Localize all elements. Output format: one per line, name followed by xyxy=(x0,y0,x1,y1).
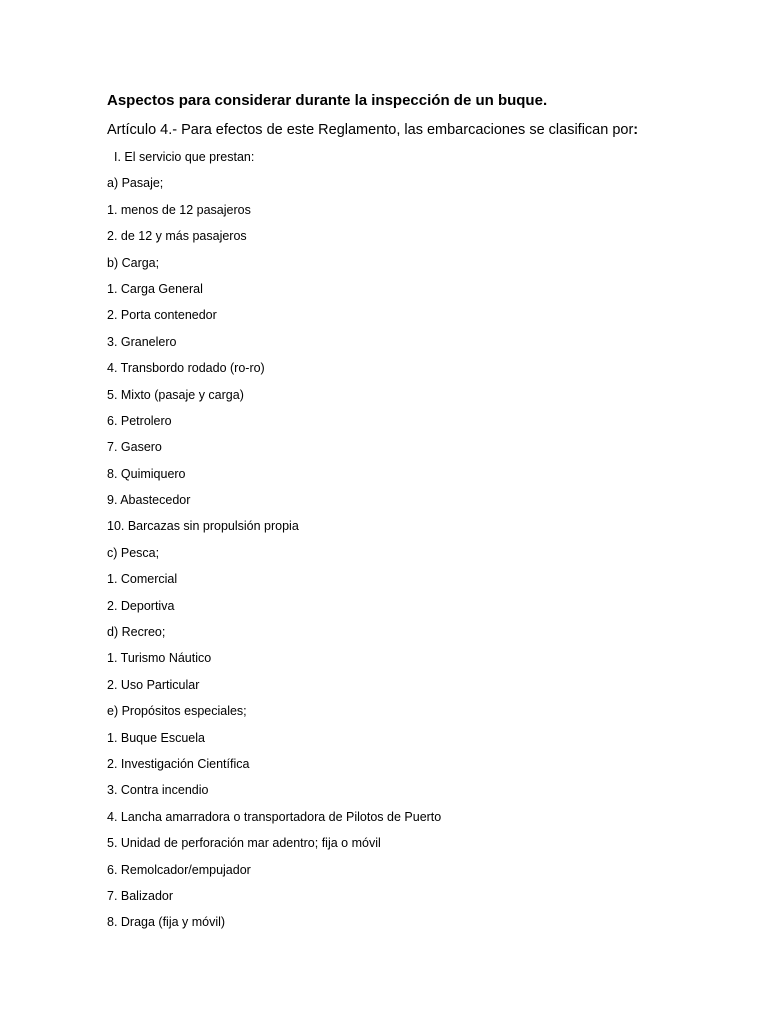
list-item: 1. Turismo Náutico xyxy=(107,651,212,666)
list-item: a) Pasaje; xyxy=(107,176,164,191)
list-item: 2. Deportiva xyxy=(107,598,175,613)
list-item: 7. Balizador xyxy=(107,888,174,903)
list-item: e) Propósitos especiales; xyxy=(107,704,247,719)
list-item: 2. Uso Particular xyxy=(107,677,200,692)
list-item: 5. Unidad de perforación mar adentro; fija o móvil xyxy=(107,836,381,851)
document-title: Aspectos para considerar durante la inspección de un buque. xyxy=(107,92,548,109)
list-item: 7. Gasero xyxy=(107,440,162,455)
list-item: 8. Draga (fija y móvil) xyxy=(107,915,226,930)
article-colon: : xyxy=(633,122,639,138)
list-item: 2. de 12 y más pasajeros xyxy=(107,229,247,244)
list-item: 2. Porta contenedor xyxy=(107,308,217,323)
list-item: 8. Quimiquero xyxy=(107,466,186,481)
list-item: 1. menos de 12 pasajeros xyxy=(107,202,251,217)
list-item: 3. Contra incendio xyxy=(107,783,209,798)
list-item: 1. Comercial xyxy=(107,572,178,587)
list-item: 3. Granelero xyxy=(107,334,177,349)
list-item: 4. Lancha amarradora o transportadora de Pilotos de Puerto xyxy=(107,809,442,824)
list-item: 9. Abastecedor xyxy=(107,493,191,508)
list-item: d) Recreo; xyxy=(107,625,166,640)
list-item: 1. Carga General xyxy=(107,281,203,296)
list-item: 6. Petrolero xyxy=(107,413,172,428)
list-item: 5. Mixto (pasaje y carga) xyxy=(107,387,244,402)
list-item: I. El servicio que prestan: xyxy=(114,150,255,164)
list-item: 10. Barcazas sin propulsión propia xyxy=(107,519,299,534)
list-item: 2. Investigación Científica xyxy=(107,756,250,771)
list-item: 4. Transbordo rodado (ro-ro) xyxy=(107,361,265,376)
list-item: c) Pesca; xyxy=(107,545,160,560)
list-item: b) Carga; xyxy=(107,255,160,270)
article-text: Artículo 4.- Para efectos de este Reglamento, las embarcaciones se clasifican por xyxy=(107,122,634,138)
list-item: 6. Remolcador/empujador xyxy=(107,862,251,877)
classification-list xyxy=(107,147,441,939)
list-item: 1. Buque Escuela xyxy=(107,730,205,745)
article-heading xyxy=(107,120,638,140)
